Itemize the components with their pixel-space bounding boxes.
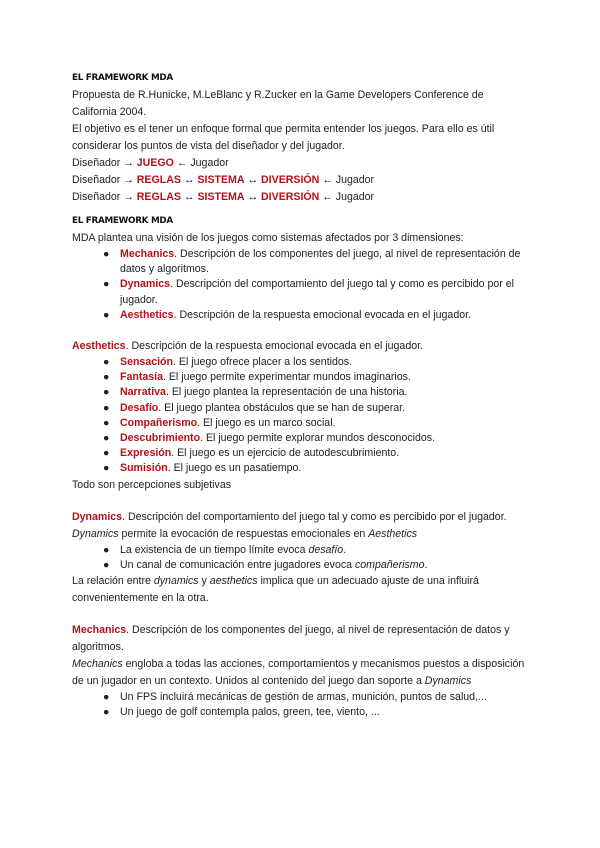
relation-paragraph: La relación entre dynamics y aesthetics implica que un adecuado ajuste de una influirá convenientemente en la otra.	[72, 575, 479, 605]
bullet-icon: ●	[103, 356, 110, 369]
paragraph-line: Todo son percepciones subjetivas	[72, 478, 232, 491]
list-item: ● La existencia de un tiempo límite evoca desafío.	[72, 543, 532, 558]
section-heading: EL FRAMEWORK MDA	[72, 73, 173, 83]
bullet-icon: ●	[103, 371, 110, 384]
aesthetics-list	[72, 355, 532, 477]
bullet-icon: ●	[103, 416, 110, 429]
list-item: ● Narrativa. El juego plantea la representación de una historia.	[72, 385, 532, 400]
bullet-icon: ●	[103, 432, 110, 445]
mechanics-paragraph: Mechanics. Descripción de los componentes del juego, al nivel de representación de datos y algoritmos.	[72, 624, 510, 654]
bullet-icon: ●	[103, 543, 110, 556]
paragraph-line: MDA plantea una visión de los juegos como sistemas afectados por 3 dimensiones:	[72, 232, 464, 244]
aesthetics-paragraph: Aesthetics. Descripción de la respuesta emocional evocada en el jugador.	[72, 340, 423, 353]
list-item: ● Sumisión. El juego es un pasatiempo.	[72, 461, 532, 476]
list-item: ● Un FPS incluirá mecánicas de gestión de armas, munición, puntos de salud,...	[72, 690, 532, 705]
paragraph-line: considerar los puntos de vista del diseñador y del jugador.	[72, 140, 345, 152]
dynamics-paragraph: Dynamics. Descripción del comportamiento del juego tal y como es percibido por el jugador.	[72, 510, 507, 523]
list-item: ● Mechanics. Descripción de los componentes del juego, al nivel de representación de datos y algoritmos.	[103, 248, 521, 276]
flow-line-2: Diseñador → REGLAS ↔ SISTEMA ↔ DIVERSIÓN ← Jugador	[72, 174, 375, 186]
document-page	[72, 70, 532, 720]
list-item: ● Un juego de golf contempla palos, green, tee, viento, ...	[72, 705, 532, 720]
dynamics-list	[72, 543, 532, 573]
list-item: ● Desafío. El juego plantea obstáculos que se han de superar.	[72, 401, 532, 416]
list-item: ● Descubrimiento. El juego permite explorar mundos desconocidos.	[72, 431, 532, 446]
mechanics-detail-paragraph: Mechanics engloba a todas las acciones, comportamientos y mecanismos puestos a disposición de un jugador en un contexto. Unidos al contenido del juego dan soporte a Dynamics	[72, 658, 525, 688]
list-item: ● Compañerismo. El juego es un marco social.	[72, 416, 532, 431]
bullet-icon: ●	[103, 308, 110, 321]
list-item: ● Fantasía. El juego permite experimentar mundos imaginarios.	[72, 370, 532, 385]
bullet-icon: ●	[103, 447, 110, 460]
dynamics-evocation-line: Dynamics permite la evocación de respuestas emocionales en Aesthetics	[72, 527, 418, 540]
list-item: ● Sensación. El juego ofrece placer a los sentidos.	[72, 355, 532, 370]
list-item: ● Un canal de comunicación entre jugadores evoca compañerismo.	[72, 558, 532, 573]
mechanics-list	[72, 690, 532, 720]
bullet-icon: ●	[103, 706, 110, 719]
bullet-icon: ●	[103, 248, 110, 260]
flow-line-3: Diseñador → REGLAS ↔ SISTEMA ↔ DIVERSIÓN ← Jugador	[72, 191, 375, 203]
paragraph-line: El objetivo es el tener un enfoque formal que permita entender los juegos. Para ello es útil	[72, 123, 495, 135]
paragraph-line: Propuesta de R.Hunicke, M.LeBlanc y R.Zucker en la Game Developers Conference de	[72, 89, 484, 101]
bullet-icon: ●	[103, 558, 110, 571]
bullet-icon: ●	[103, 278, 110, 291]
list-item: ● Dynamics. Descripción del comportamiento del juego tal y como es percibido por el jugador.	[103, 278, 514, 306]
paragraph-line: California 2004.	[72, 106, 147, 118]
list-item: ● Aesthetics. Descripción de la respuesta emocional evocada en el jugador.	[72, 308, 532, 323]
list-item: ● Expresión. El juego es un ejercicio de autodescubrimiento.	[72, 446, 532, 461]
bullet-icon: ●	[103, 691, 110, 704]
bullet-icon: ●	[103, 386, 110, 399]
bullet-icon: ●	[103, 401, 110, 414]
dimension-list	[72, 247, 532, 323]
flow-line-1: Diseñador → JUEGO ← Jugador	[72, 157, 229, 169]
bullet-icon: ●	[103, 462, 110, 475]
section-heading: EL FRAMEWORK MDA	[72, 216, 173, 226]
